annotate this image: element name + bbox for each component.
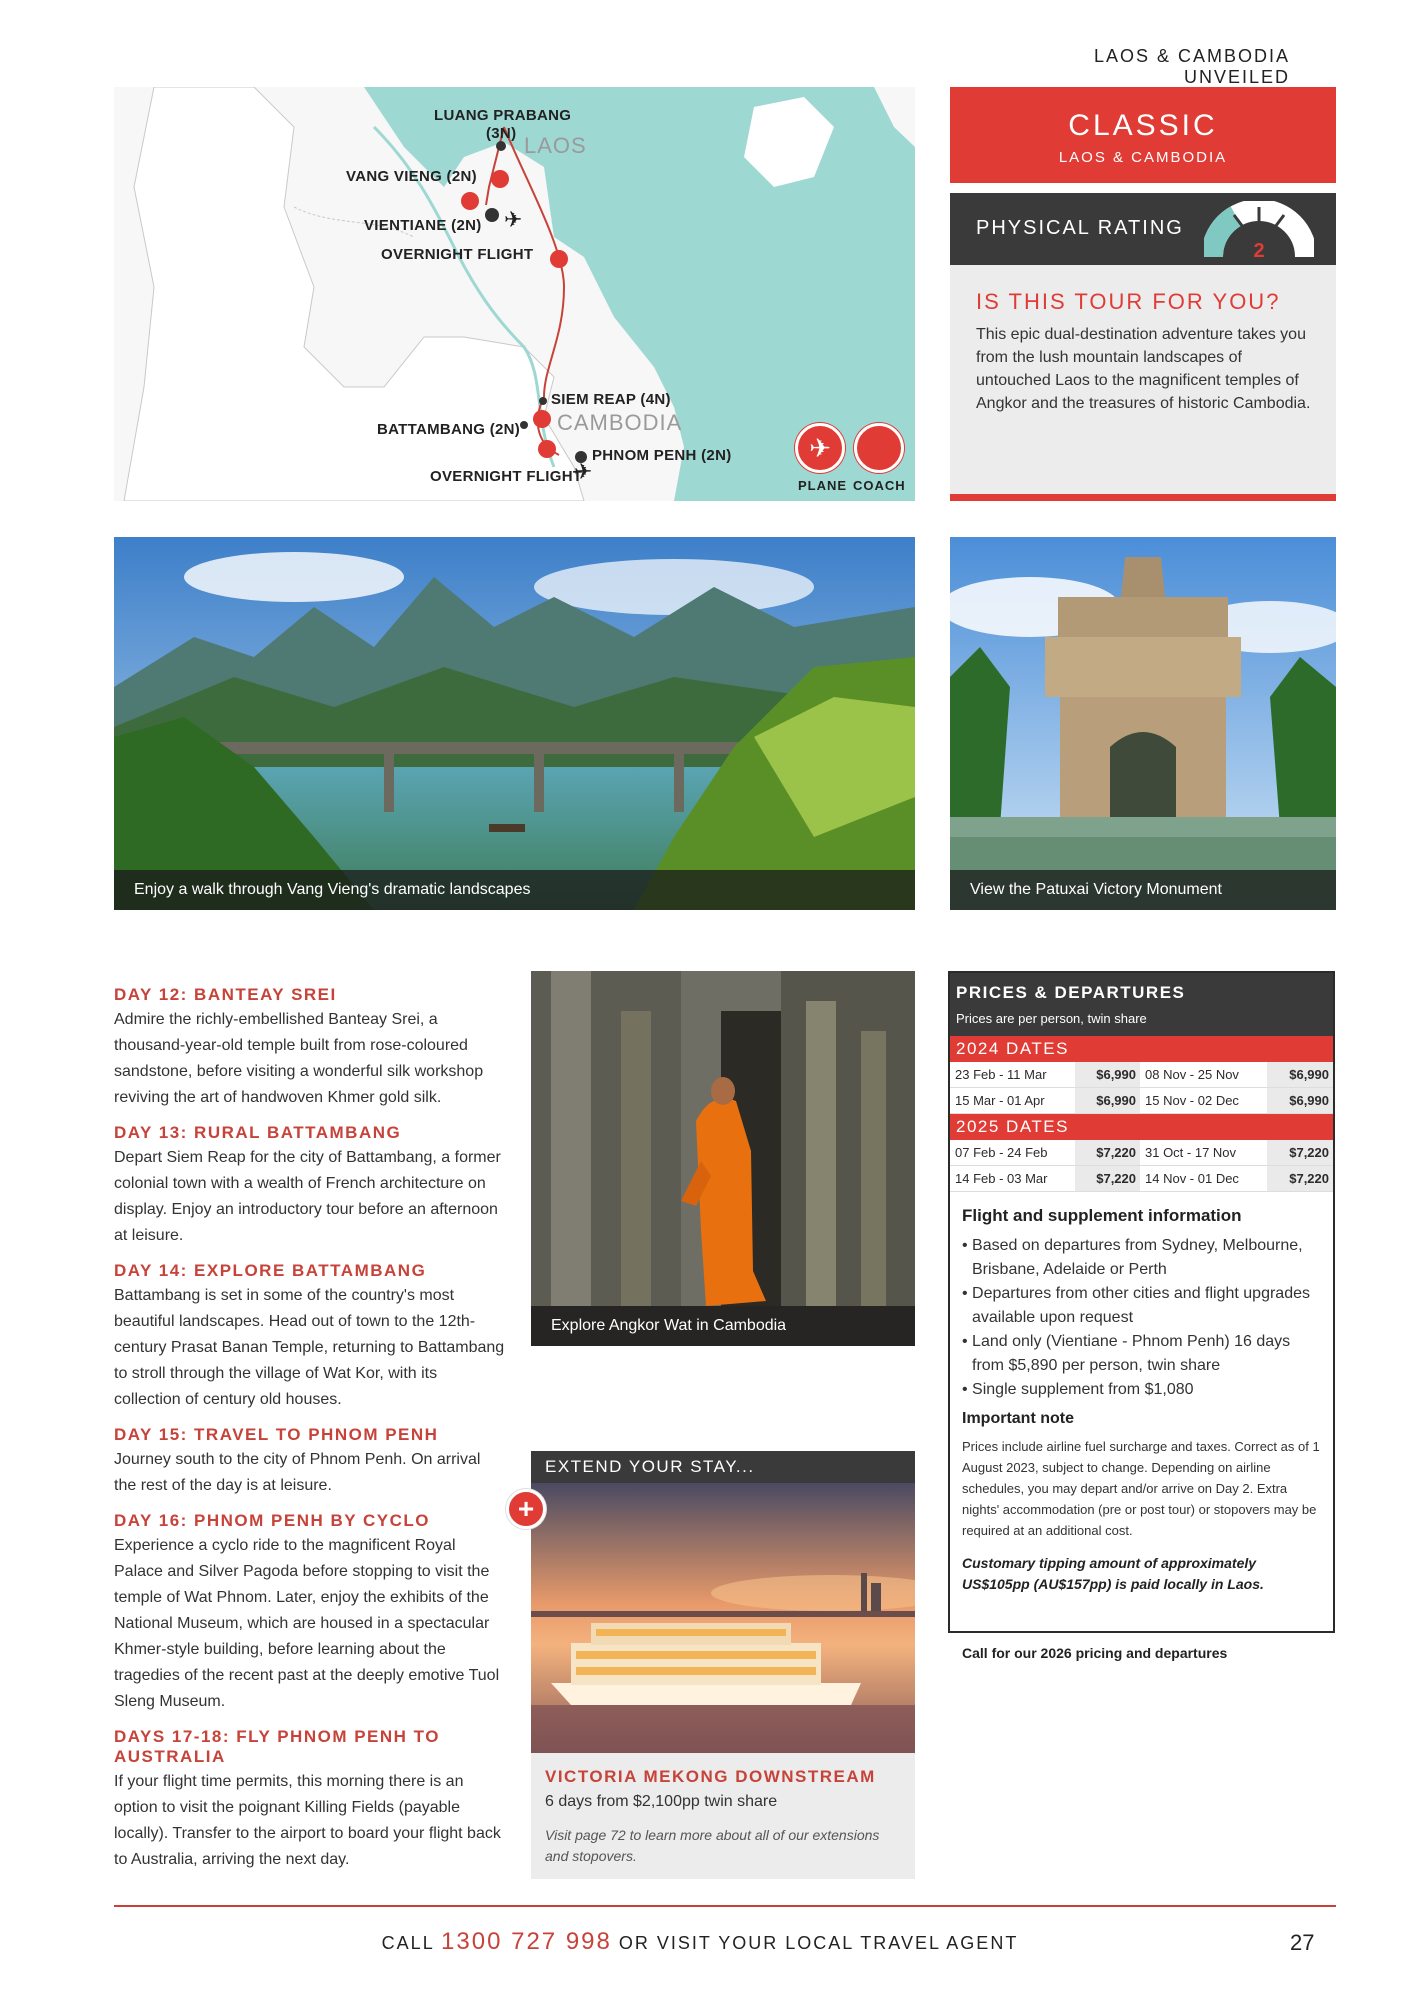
day-body: Admire the richly-embellished Banteay Srei, a thousand-year-old temple built from rose-coloured sandstone, before visiting a wonderful silk workshop reviving the art of handwoven Khmer gold silk.	[114, 1011, 484, 1106]
prices-subtitle: Prices are per person, twin share	[956, 1011, 1147, 1026]
suitability-body: This epic dual-destination adventure takes you from the lush mountain landscapes of untouched Laos to the magnificent temples of Angkor and the treasures of historic Cambodia.	[976, 326, 1311, 412]
vang-vieng-photo	[114, 537, 915, 910]
pricing-2026-note: Call for our 2026 pricing and departures	[962, 1645, 1228, 1661]
list-item: • Departures from other cities and flight upgrades available upon request	[960, 1282, 1325, 1330]
angkor-caption: Explore Angkor Wat in Cambodia	[531, 1306, 915, 1346]
label-vang-vieng: VANG VIENG (2N)	[346, 168, 477, 185]
extension-price: 6 days from $2,100pp twin share	[545, 1793, 778, 1810]
day-body: Battambang is set in some of the country's most beautiful landscapes. Head out of town to the 12th-century Prasat Banan Temple, returning to Battambang to stroll through the village of Wat Kor, with its collection of century old houses.	[114, 1287, 505, 1408]
label-battambang: BATTAMBANG (2N)	[377, 421, 521, 438]
day-body: Depart Siem Reap for the city of Battambang, a former colonial town with a wealth of French architecture on display. Enjoy an introductory tour before an afternoon at leisure.	[114, 1149, 501, 1244]
departure-date: 23 Feb - 11 Mar	[950, 1062, 1075, 1087]
departure-date: 31 Oct - 17 Nov	[1140, 1140, 1267, 1165]
extension-note: Visit page 72 to learn more about all of our extensions and stopovers.	[545, 1827, 880, 1864]
day-title: DAY 16: PHNOM PENH BY CYCLO	[114, 1511, 431, 1530]
important-note-body: Prices include airline fuel surcharge and taxes. Correct as of 1 August 2023, subject to change. Depending on airline schedules, you may depart and/or arrive on Day 2. Extra nights' accommodation (pre or post tour) or stopovers may be required at an additional cost.	[962, 1439, 1320, 1538]
label-luang-prabang: LUANG PRABANG	[434, 107, 572, 124]
departure-price: $7,220	[1075, 1140, 1140, 1165]
departure-price: $7,220	[1267, 1166, 1333, 1191]
list-item: • Land only (Vientiane - Phnom Penh) 16 days from $5,890 per person, twin share	[960, 1330, 1325, 1378]
departure-price: $6,990	[1075, 1088, 1140, 1113]
page-number: 27	[1290, 1930, 1315, 1955]
plane-icon: ✈	[574, 459, 593, 484]
day-body: Experience a cyclo ride to the magnificent Royal Palace and Silver Pagoda before stopping to visit the temple of Wat Phnom. Later, enjoy the exhibits of the National Museum, which are housed in a spectacular Khmer-style building, before learning about the tragedies of the recent past at the deeply emotive Tuol Sleng Museum.	[114, 1537, 500, 1710]
prices-title: PRICES & DEPARTURES	[956, 983, 1186, 1002]
itinerary	[114, 985, 506, 1873]
important-note-heading: Important note	[962, 1410, 1074, 1427]
extension-title: VICTORIA MEKONG DOWNSTREAM	[545, 1767, 876, 1786]
year-2024-bar: 2024 DATES	[950, 1036, 1333, 1062]
label-vientiane: VIENTIANE (2N)	[364, 217, 482, 234]
country-laos: LAOS	[524, 133, 587, 158]
legend-plane-label: PLANE	[798, 478, 848, 493]
tour-type-banner	[950, 87, 1336, 183]
table-row	[950, 1088, 1333, 1114]
departure-date: 15 Mar - 01 Apr	[950, 1088, 1075, 1113]
list-item: • Based on departures from Sydney, Melbourne, Brisbane, Adelaide or Perth	[960, 1234, 1325, 1282]
extend-stay-header: EXTEND YOUR STAY...	[531, 1451, 915, 1483]
vang-vieng-caption: Enjoy a walk through Vang Vieng's dramatic landscapes	[114, 870, 915, 910]
country-cambodia: CAMBODIA	[557, 410, 683, 435]
label-luang-prabang-nights: (3N)	[486, 125, 517, 142]
suitability-title: IS THIS TOUR FOR YOU?	[976, 289, 1281, 314]
plane-legend-icon: ✈	[795, 423, 845, 473]
flight-info-list	[960, 1234, 1325, 1402]
mekong-cruise-photo	[531, 1483, 915, 1753]
legend-coach-label: COACH	[853, 478, 906, 493]
tour-suitability	[950, 265, 1336, 501]
departure-date: 14 Feb - 03 Mar	[950, 1166, 1075, 1191]
table-row	[950, 1140, 1333, 1166]
prices-header	[950, 973, 1333, 1036]
series-title: LAOS & CAMBODIA UNVEILED	[1093, 46, 1290, 87]
day-body: Journey south to the city of Phnom Penh. On arrival the rest of the day is at leisure.	[114, 1451, 481, 1494]
departure-price: $6,990	[1075, 1062, 1140, 1087]
departure-date: 08 Nov - 25 Nov	[1140, 1062, 1267, 1087]
departure-price: $7,220	[1075, 1166, 1140, 1191]
day-title: DAY 13: RURAL BATTAMBANG	[114, 1123, 402, 1142]
departure-date: 07 Feb - 24 Feb	[950, 1140, 1075, 1165]
departure-price: $7,220	[1267, 1140, 1333, 1165]
footer-call	[300, 1928, 1100, 1956]
route-map	[114, 87, 915, 501]
departure-date: 15 Nov - 02 Dec	[1140, 1088, 1267, 1113]
rating-gauge-icon	[1204, 201, 1314, 259]
label-overnight-flight-2: OVERNIGHT FLIGHT	[430, 468, 583, 485]
map-graphic	[114, 87, 915, 501]
tour-type: CLASSIC	[1068, 109, 1218, 142]
extend-plus-icon[interactable]: +	[506, 1489, 546, 1529]
departure-date: 14 Nov - 01 Dec	[1140, 1166, 1267, 1191]
list-item: • Single supplement from $1,080	[960, 1378, 1325, 1402]
departure-price: $6,990	[1267, 1088, 1333, 1113]
label-overnight-flight-1: OVERNIGHT FLIGHT	[381, 246, 534, 263]
day-title: DAY 14: EXPLORE BATTAMBANG	[114, 1261, 427, 1280]
label-phnom-penh: PHNOM PENH (2N)	[592, 447, 732, 464]
label-siem-reap: SIEM REAP (4N)	[551, 391, 671, 408]
footer-call-suffix: OR VISIT YOUR LOCAL TRAVEL AGENT	[618, 1933, 1019, 1953]
patuxai-caption: View the Patuxai Victory Monument	[950, 870, 1336, 910]
phone-number[interactable]: 1300 727 998	[441, 1928, 612, 1955]
footer-divider	[114, 1905, 1336, 1907]
tipping-note: Customary tipping amount of approximately US$105pp (AU$157pp) is paid locally in Laos.	[962, 1555, 1264, 1592]
tour-destination: LAOS & CAMBODIA	[1058, 149, 1228, 166]
day-title: DAY 12: BANTEAY SREI	[114, 985, 337, 1004]
departure-price: $6,990	[1267, 1062, 1333, 1087]
day-body: If your flight time permits, this morning there is an option to visit the poignant Killing Fields (payable locally). Transfer to the airport to board your flight back to Australia, arriving the next day.	[114, 1773, 501, 1868]
plane-icon: ✈	[504, 207, 523, 232]
extension-info	[531, 1753, 915, 1879]
table-row	[950, 1166, 1333, 1192]
physical-rating-label: PHYSICAL RATING	[976, 217, 1184, 239]
footer-call-prefix: CALL	[381, 1933, 435, 1953]
patuxai-photo	[950, 537, 1336, 910]
table-row	[950, 1062, 1333, 1088]
angkor-photo	[531, 971, 915, 1346]
physical-rating	[950, 193, 1336, 265]
rating-value: 2	[1253, 240, 1265, 259]
coach-legend-icon	[854, 423, 904, 473]
day-title: DAY 15: TRAVEL TO PHNOM PENH	[114, 1425, 439, 1444]
flight-info-heading: Flight and supplement information	[962, 1206, 1242, 1225]
year-2025-bar: 2025 DATES	[950, 1114, 1333, 1140]
prices-departures	[948, 971, 1335, 1633]
day-title: DAYS 17-18: FLY PHNOM PENH TO AUSTRALIA	[114, 1727, 440, 1766]
